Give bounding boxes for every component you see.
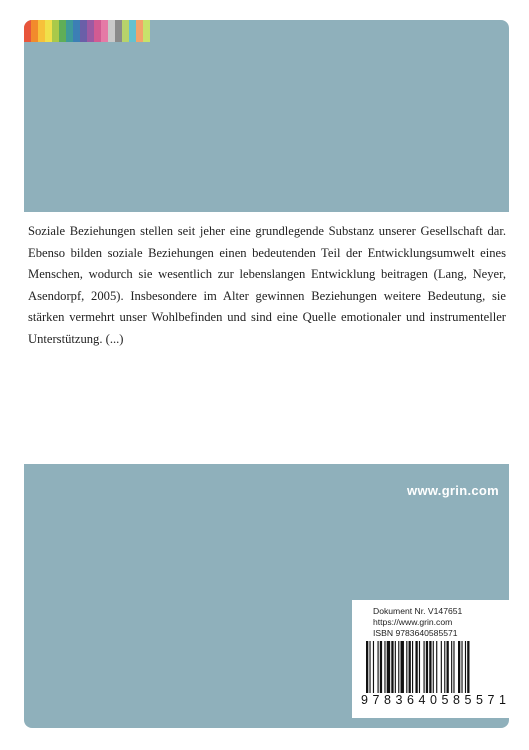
barcode-digits xyxy=(361,693,506,707)
color-swatch xyxy=(45,20,52,42)
barcode-bar xyxy=(433,641,434,693)
barcode-digit: 0 xyxy=(430,693,437,707)
barcode-bar xyxy=(453,641,454,693)
barcode-digit: 7 xyxy=(372,693,380,707)
color-swatch xyxy=(38,20,45,42)
barcode-bar xyxy=(441,641,442,693)
barcode-bar xyxy=(426,641,428,693)
barcode-bar xyxy=(401,641,404,693)
barcode-bar xyxy=(387,641,390,693)
barcode-bar xyxy=(384,641,385,693)
barcode-bar xyxy=(398,641,399,693)
color-swatch xyxy=(59,20,66,42)
isbn-text: ISBN 9783640585571 xyxy=(373,628,458,638)
barcode-bar xyxy=(391,641,393,693)
color-swatch xyxy=(94,20,101,42)
barcode-digit: 6 xyxy=(407,693,414,707)
barcode-bar xyxy=(444,641,445,693)
color-swatch xyxy=(108,20,115,42)
barcode-bar xyxy=(415,641,417,693)
publisher-website[interactable]: www.grin.com xyxy=(407,483,499,498)
barcode-bar xyxy=(436,641,437,693)
barcode-digit: 7 xyxy=(487,693,495,707)
barcode-bar xyxy=(366,641,368,693)
color-stripe-bar xyxy=(24,20,150,42)
barcode-digit: 4 xyxy=(418,693,426,707)
barcode-digit: 3 xyxy=(395,693,403,707)
barcode-bar xyxy=(424,641,425,693)
color-swatch xyxy=(66,20,73,42)
barcode-bar xyxy=(465,641,466,693)
document-info-box xyxy=(352,600,509,718)
barcode-bar xyxy=(380,641,382,693)
barcode-bar xyxy=(429,641,431,693)
barcode-digit: 8 xyxy=(384,693,391,707)
barcode-digit: 9 xyxy=(361,693,368,707)
color-swatch xyxy=(129,20,136,42)
barcode-bar xyxy=(369,641,370,693)
barcode-digit: 8 xyxy=(453,693,460,707)
color-swatch xyxy=(52,20,59,42)
color-swatch xyxy=(101,20,108,42)
barcode-bar xyxy=(447,641,449,693)
cover-top-panel xyxy=(24,20,509,212)
color-swatch xyxy=(80,20,87,42)
blurb-section xyxy=(0,212,529,464)
barcode-digit: 5 xyxy=(441,693,449,707)
barcode-bar xyxy=(406,641,407,693)
color-swatch xyxy=(24,20,31,42)
barcode-bar xyxy=(451,641,452,693)
isbn-barcode xyxy=(366,641,504,693)
barcode-bar xyxy=(373,641,374,693)
document-url: https://www.grin.com xyxy=(373,617,453,627)
color-swatch xyxy=(122,20,129,42)
color-swatch xyxy=(143,20,150,42)
barcode-digit: 5 xyxy=(464,693,472,707)
barcode-bar xyxy=(378,641,379,693)
barcode-digit: 5 xyxy=(476,693,483,707)
barcode-bar xyxy=(412,641,413,693)
book-blurb: Soziale Beziehungen stellen seit jeher eine grundlegende Substanz unserer Gesellschaft dar. Ebenso bilden soziale Beziehungen einen bedeutenden Teil der Entwicklungsumwelt eines Menschen, wodurch sie wesentlich zur lebenslangen Entwicklung beitragen (Lang, Neyer, Asendorpf, 2005). Insbesondere im Alter gewinnen Beziehungen weitere Bedeutung, sie stärken vermehrt unser Wohlbefinden und sind eine Quelle emotionaler und instrumenteller Unterstützung. (...) xyxy=(28,224,506,346)
barcode-bar xyxy=(419,641,420,693)
barcode-bar xyxy=(461,641,462,693)
color-swatch xyxy=(31,20,38,42)
document-number: Dokument Nr. V147651 xyxy=(373,606,463,616)
barcode-bar xyxy=(467,641,469,693)
color-swatch xyxy=(136,20,143,42)
color-swatch xyxy=(87,20,94,42)
barcode-bar xyxy=(409,641,411,693)
barcode-bar xyxy=(458,641,460,693)
color-swatch xyxy=(73,20,80,42)
barcode-digit: 1 xyxy=(499,693,506,707)
color-swatch xyxy=(115,20,122,42)
barcode-bar xyxy=(395,641,396,693)
